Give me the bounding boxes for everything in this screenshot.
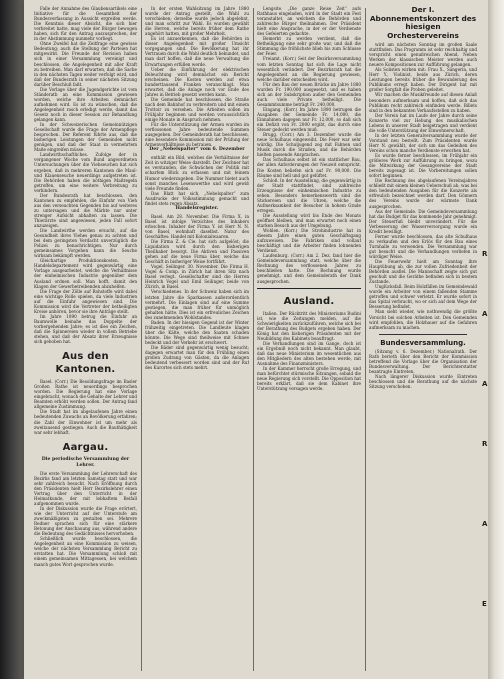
- article-paragraph: Die Stadt hat im abgelaufenen Jahre einen bedeutenden Zuwachs an Bevölkerung erfahren; die Zahl der Einwohner ist um mehr als zweitausend gestiegen. Auch die Bauthätigkeit war sehr lebhaft.: [34, 409, 137, 435]
- article-paragraph: In der ersten Wahlsitzung im Jahre 1880 wurde der Antrag gestellt, die Wahl zu verschieben; derselbe wurde jedoch abgelehnt, und man schritt zur Wahl. Es wurden gewählt die Herren, welche bereits früher dem Rathe angehört hatten, mit großer Mehrheit.: [145, 6, 249, 37]
- article-subheading: Die periodische Versammlung der Lehrer.: [41, 456, 130, 468]
- article-paragraph: Der Verein hat im Laufe der Jahre durch seine Konzerte viel zur Hebung des musikalischen Lebens in unserer Stadt beigetragen und verdient die volle Unterstützung der Einwohnerschaft.: [369, 112, 477, 133]
- article-paragraph: Schließlich wurde beschlossen, die Angelegenheit an eine Kommission zu weisen, welche der nächsten Versammlung Bericht zu erstatten hat. Die Versammlung schloß mit einem gemeinsamen Mittagessen, bei welchem manch gutes Wort gesprochen wurde.: [34, 536, 137, 567]
- column-4: [369, 6, 477, 671]
- article-subheading: Der „Nebelspalter“ vom 6. Dezember: [149, 147, 245, 153]
- article-paragraph: Das Blatt hat sich, „Nebelspalter“ zum Ausdrucke der Volksstimmung gemacht und findet stets regen Absatz.: [145, 190, 249, 206]
- article-paragraph: Die Vorlage über die Jugendgerichte ist vom Ständerath an eine Kommission gewiesen worden, welche ihre Arbeiten demnächst aufnehmen wird. Es ist zu wünschen, daß die Angelegenheit rasch erledigt werde, damit das Gesetz noch in dieser Session zur Behandlung gelangen kann.: [34, 86, 137, 123]
- article-paragraph: In der Kammer herrscht große Erregung, und man befürchtet stürmische Sitzungen, sobald die neue Regierung sich vorstellt. Die Opposition hat bereits erklärt, daß sie dem Kabinet ihre Unterstützung versagen werde.: [257, 366, 361, 392]
- article-paragraph: Es ist anzuerkennen, daß die Behörden in dieser Angelegenheit mit großer Umsicht vorgegangen sind. Die Bevölkerung hat ihr Vertrauen durch die Wahl deutlich bekundet, und man darf hoffen, daß die neue Verwaltung die Erwartungen erfüllen werde.: [145, 36, 249, 67]
- article-paragraph: Die Landwirthe werden ersucht, auf die Gesundheit ihres Viehes genau zu achten und bei dem geringsten Verdacht unverzüglich die Polizei zu benachrichtigen. Nur durch gemeinsames Vorgehen kann die Seuche wirksam bekämpft werden.: [34, 228, 137, 259]
- section-divider: [379, 334, 467, 335]
- article-paragraph: Das Schulhaus selbst ist ein stattlicher Bau, der allen Anforderungen der Neuzeit entspricht. Die Kosten beliefen sich auf Fr. 90,000. Die Räume sind hell und gut gelüftet.: [257, 157, 361, 178]
- article-paragraph: Schloß. In der Ausstellung, die gegenwärtig in der Stadt stattfindet, sind zahlreiche Erzeugnisse der einheimischen Industrie zu sehen. Besonders bemerkenswerth sind die Stickereien und die Uhren, welche die Aufmerksamkeit der Besucher in hohem Grade erregen.: [257, 177, 361, 213]
- article-paragraph: Freiamt. (Korr.) Seit der Bezirksversammlung vom letzten Sonntag hat sich die Lage nicht wesentlich verändert. Der Bezirksrath hat die Angelegenheit an die Regierung gewiesen, welche darüber entscheiden wird.: [257, 56, 361, 82]
- column-1: [34, 6, 137, 671]
- article-paragraph: Baden. In der hiesigen Gegend ist der Winter frühzeitig eingetreten. Die Landleute klagen über die Kälte, welche den Saaten schaden könnte. Die Wege sind theilweise mit Schnee bedeckt und der Verkehr ist erschwert.: [145, 319, 249, 345]
- article-paragraph: Die erste Versammlung der Lehrerschaft des Bezirks fand am letzten Samstag statt und war sehr zahlreich besucht. Nach Eröffnung durch den Präsidenten hielt Herr Bezirkslehrer einen Vortrag über den Unterricht in der Heimatkunde, der mit lebhaftem Beifall aufgenommen wurde.: [34, 470, 137, 506]
- article-paragraph: Die Verhandlungen sind im Gange, doch ist ein Ergebniß noch nicht bekannt. Man glaubt, daß das neue Ministerium im wesentlichen aus den Mitgliedern des alten bestehen werde, mit Ausnahme des Finanzministers.: [257, 340, 361, 367]
- article-paragraph: Als Solisten wirken mit: Frau X., Sängerin, und Herr Y., Violinist, beide aus Zürich, deren Leistungen bereits früher die Bewunderung des Publikums erregt haben. Der Dirigent hat mit großer Sorgfalt die Proben geleitet.: [369, 67, 477, 93]
- article-paragraph: Im Jahre 1890 betrug die Einfuhr an Baumwolle beinahe das Doppelte der vorhergehenden Jahre; es ist dies ein Zeichen, daß die Spinnereien wieder in vollem Betriebe stehen, und daß der Absatz ihrer Erzeugnisse sich gehoben hat.: [34, 313, 137, 345]
- article-paragraph: Falle der Annahme des Glaubensartikels eine Initiative für die Gesamtheit der Bundesverfassung in Aussicht ergreifen werde. Die Kenntnis dieser Absicht, die sich hier verbreitet hatte, mag viele der Bürger bewogen haben, sich für den Antrag auszusprechen, der in der Abstimmung nunmehr vorliegt.: [34, 6, 137, 42]
- article-paragraph: Die Firma Z. & Cie. hat sich aufgelöst; die Liquidation wird durch den bisherigen Theilhaber besorgt. Die Aktiven und Passiven gehen auf die neue Firma über, welche das Geschäft in bisheriger Weise fortführt.: [145, 239, 249, 265]
- article-paragraph: Landwirthschaftliches. Zufolge der in vergangener Woche vom Bund angeordneten Untersuchungen über die Viehseuchen hat sich ergeben, daß in mehreren Kantonen die Maul- und Klauenseuche neuerdings aufgetreten ist. Die Behörden haben die nöthigen Maßregeln getroffen, um eine weitere Verbreitung zu verhindern.: [34, 152, 137, 193]
- column-3: [257, 6, 361, 671]
- section-heading: Ausland.: [283, 295, 335, 307]
- edge-letter: R: [482, 440, 488, 448]
- column-rule: [141, 8, 142, 671]
- column-2: [145, 6, 249, 671]
- heading-line: Der I. Abonnementskonzert des hiesigen: [369, 6, 477, 31]
- article-paragraph: wird am nächsten Sonntag im großen Saale stattfinden. Das Programm ist sehr reichhaltig und verspricht einen genußreichen Abend. Neben Werken der klassischen Meister werden auch neuere Kompositionen zur Aufführung gelangen.: [369, 42, 477, 68]
- article-paragraph: Ferner wurde beschlossen, das alte Schulhaus zu verkaufen und den Erlös für den Bau eines Turnhalle zu verwenden. Die Versammlung war gut besucht und die Verhandlungen verliefen in würdiger Weise.: [369, 233, 477, 259]
- book-spine-shadow: [0, 0, 26, 679]
- newspaper-page: [24, 0, 488, 679]
- article-paragraph: Unglücksfall. Beim Holzfällen im Gemeindewald wurde ein Arbeiter von einem fallenden Stamme getroffen und schwer verletzt. Er wurde sofort in das Spital verbracht, wo er sich auf dem Wege der Besserung befindet.: [369, 284, 477, 310]
- section-heading: Aargau.: [62, 441, 109, 453]
- heading-line: Orchestervereins: [387, 30, 459, 40]
- column-rule: [253, 8, 254, 671]
- section-divider: [257, 288, 361, 289]
- article-paragraph: Die Bäder sind gegenwärtig wenig besucht; dagegen erwartet man für den Frühling einen großen Zudrang von Gästen, da die Anlagen bedeutend verbessert worden sind und der Ruf des Kurortes sich stets mehrt.: [145, 345, 249, 371]
- edge-letter: A: [482, 310, 488, 318]
- article-paragraph: Italien. Der Rücktritt des Ministeriums Rudini ist, wie die Zeitungen melden, auf die Schwierigkeiten zurückzuführen, welche sich bei der Berathung des Budgets ergeben haben. Der König hat den bisherigen Präsidenten mit der Neubildung des Kabinets beauftragt.: [257, 310, 361, 341]
- section-heading: Bundesversammlung.: [380, 338, 466, 347]
- article-paragraph: Die Ausstellung wird bis Ende des Monats geöffnet bleiben, und man erwartet noch einen starken Besuch aus der Umgebung.: [257, 212, 361, 229]
- article-paragraph: Vogel, Seilinger. 30. November. Die Firma H. Vogel & Comp. in Zürich hat ihren Sitz nach Basel verlegt. Gesellschafter sind die Herren Heinrich Vogel und Emil Seilinger, beide von Zürich, in Basel.: [145, 264, 249, 290]
- column-4-heading: [369, 6, 477, 40]
- article-paragraph: In der Schweizerischen Gemeinnützigen Gesellschaft wurde die Frage der Armenpflege besprochen. Der Referent führte aus, daß die bisherigen Leistungen der Gemeinden nicht genügen, und daß der Staat in vermehrtem Maße eingreifen müsse.: [34, 122, 137, 153]
- article-paragraph: Wohlen. (Korr.) Die Strohindustrie hat in diesem Jahre einen guten Geschäftsgang aufzuweisen. Die Fabriken sind vollauf beschäftigt und die Arbeiter finden lohnenden Verdienst.: [257, 228, 361, 254]
- edge-letter: A: [482, 380, 488, 388]
- article-paragraph: In der Diskussion wurde die Frage erörtert, wie der Unterricht auf der Unterstufe am zweckmäßigsten zu gestalten sei. Mehrere Redner sprachen sich für eine stärkere Betonung der Anschauung aus, während andere die Bedeutung des Gedächtnisses hervorhoben.: [34, 505, 137, 537]
- article-paragraph: Bemerkt zu werden verdient, daß die Betheiligung eine sehr große war, und daß die Stimmung die fröhlichste blieb bis zum Schlusse der Feier.: [257, 36, 361, 57]
- edge-letter: A: [482, 520, 488, 528]
- edge-letter: E: [482, 600, 487, 608]
- column-rule: [365, 8, 366, 671]
- article-paragraph: Aus der Gemeinde. Die Gemeindeversammlung hat das Budget für das kommende Jahr genehmigt. Der Steuerfuß bleibt unverändert. Für die Verbesserung der Wasserversorgung wurde ein Kredit bewilligt.: [369, 208, 477, 234]
- article-paragraph: Die Gemeinde hat beschlossen, die Straße nach dem Bahnhof zu verbreitern und mit einem Trottoir zu versehen. Die Arbeiten sollen im Frühjahr beginnen und werden voraussichtlich einige Monate in Anspruch nehmen.: [145, 96, 249, 123]
- article-paragraph: Gleichartige Produktionskosten. Im Handelsdepartement wird gegenwärtig eine Vorlage ausgearbeitet, welche die Verhältnisse der einheimischen Industrie gegenüber dem Ausland ordnen soll. Man hofft, damit den Klagen der Gewerbetreibenden abzuhelfen.: [34, 258, 137, 289]
- article-paragraph: Verschiedenes. In der Schweiz haben sich im letzten Jahre die Sparkassen außerordentlich vermehrt. Die Einlagen sind auf eine Summe gestiegen, die man früher für unmöglich gehalten hätte. Dies ist ein erfreuliches Zeichen des zunehmenden Wohlstandes.: [145, 289, 249, 320]
- article-paragraph: Die Rechnung des abgelaufenen Vereinsjahres schließt mit einem kleinen Ueberschuß ab, was bei den bedeutenden Ausgaben für die Konzerte als erfreulich bezeichnet werden darf. Den Gönnern des Vereins wurde der wärmste Dank ausgesprochen.: [369, 178, 477, 209]
- section-heading: Aus den Kantonen.: [55, 351, 116, 376]
- article-paragraph: enthält ein Bild, welches die Verhältnisse der Zeit in witziger Weise darstellt. Der Zeichner hat es verstanden, die Schwächen der Politik mit scharfem Blick zu erfassen und mit feinem Humor wiederzugeben. Die Nummer bietet auch sonst manches Lesenswerthe und wird gewiß viele Freunde finden.: [145, 155, 249, 191]
- article-paragraph: Lengsite. „Die ganze Reise Zeit“ aufs Rathhaus eingeladen, wird in der Stadt ein Fest veranstaltet, an welchem die Behörden und zahlreiche Bürger theilnahmen. Der Präsident hielt eine Ansprache, in der er der Verdienste des Gefeierten gedachte.: [257, 6, 361, 37]
- article-paragraph: Ueber die Einführung der elektrischen Beleuchtung wird demnächst ein Bericht erscheinen. Die Kosten werden auf etwa hunderttausend Franken veranschlagt. Man erwartet, daß die Anlage noch vor Ende des Jahres in Betrieb gesetzt werden kann.: [145, 66, 249, 97]
- article-paragraph: Brugg. (Corr.) Am 3. Dezember wurde die neue Schulhaus eingeweiht. Die Feier war sehr würdig. Die Schuljugend zog mit Fahnen und Musik durch die Straßen, und die Behörden hielten passende Ansprachen.: [257, 132, 361, 158]
- article-paragraph: Für den Bau der neuen Brücke im Jahre 1880 wurden Fr. 190,000 ausgesetzt, und es haben sich an der Subskription außer den Gemeinden auch viele Private betheiligt. Die Gesammtsumme beträgt Fr. 240,000.: [257, 81, 361, 107]
- article-paragraph: Eingang. (Korr.) Im Jahre 1890 betrugen die Ausgaben der Gemeinde Fr. 14,000, die Einnahmen dagegen nur Fr. 12,000, so daß sich ein Defizit von Fr. 2000 ergibt, das durch eine Steuer gedeckt werden muß.: [257, 106, 361, 133]
- article-paragraph: Ohne Zweifel hat die Zeitfrage eine gewisse Bedeutung; auch die Stellung der Parteien hat mitgewirkt. Die Freunde der Revision haben sich in einer Versammlung vereinigt und beschlossen, die Angelegenheit mit aller Kraft zu betreiben. Man darf erwarten, daß die Sache in den nächsten Tagen weiter verfolgt wird, und daß der Bundesrath in seiner nächsten Sitzung darüber Beschluß faßt.: [34, 41, 137, 87]
- article-paragraph: Die Feuerwehr hielt am Sonntag ihre Hauptübung ab, die zur vollen Zufriedenheit der Behörden ausfiel. Die Mannschaft zeigte sich gut geschult und die Geräthe befinden sich in bestem Zustande.: [369, 259, 477, 285]
- article-paragraph: Nach längerer Diskussion wurde Eintreten beschlossen und die Berathung auf die nächste Sitzung verschoben.: [369, 373, 477, 389]
- article-paragraph: Der Bundesrath hat beschlossen, den Kantonen zu empfehlen, die Einfuhr von Vieh aus den verseuchten Gegenden bis auf weiteres zu untersagen und die Märkte nur unter strenger Aufsicht abhalten zu lassen. Die Thierärzte sind angewiesen, jeden Fall sofort anzuzeigen.: [34, 192, 137, 229]
- article-subheading: Handelsregister.: [175, 205, 219, 211]
- article-paragraph: Basel. Am 28. November. Die Firma X. in Basel ist infolge Verzichtes des Inhabers erloschen. Inhaber der Firma Y. ist Herr N. N. von Basel, wohnhaft daselbst. Natur des Geschäftes: Handel mit Kolonialwaaren.: [145, 213, 249, 239]
- article-paragraph: (Sitzung v. 6. Dezember.) Nationalrath. Der Rath berieth über den Bericht der Kommission betreffend die Vorlage über die Organisation der Bundesverwaltung. Der Berichterstatter beantragte Eintreten.: [369, 348, 477, 374]
- article-paragraph: Die Frage der Zölle auf Rohstoffe wird dabei eine wichtige Rolle spielen, da viele Industrien auf die Einfuhr angewiesen sind. Die Kommission wird die Vertreter der betheiligten Kreise anhören, bevor sie ihre Anträge stellt.: [34, 288, 137, 314]
- page-edge: [488, 0, 504, 679]
- edge-letter: R: [482, 250, 488, 258]
- article-paragraph: Man sieht wieder, wie nothwendig die größte Vorsicht bei solchen Arbeiten ist. Den Gemeinden wird empfohlen, die Holzhauer auf die Gefahren aufmerksam zu machen.: [369, 309, 477, 330]
- article-paragraph: In der letzten Generalversammlung wurde der Vorstand neu bestellt. Zum Präsidenten wurde Herr N. gewählt, der sich um das Gedeihen des Vereins schon manche Verdienste erworben hat.: [369, 132, 477, 153]
- article-paragraph: Wir machen die Musikfreunde auf diesen Anlaß besonders aufmerksam und hoffen, daß sich das Publikum recht zahlreich einfinden werde. Billets sind in den bekannten Verkaufsstellen zu haben.: [369, 92, 477, 113]
- article-paragraph: Laufenburg. (Corr.) Am 2. Dez. fand hier die Gemeindeversammlung statt, welche über die Rechnung des verflossenen Jahres zu beschließen hatte. Die Rechnung wurde genehmigt, und dem Gemeinderath der Dank ausgesprochen.: [257, 253, 361, 284]
- article-paragraph: Es wurde ferner beschlossen, im Frühjahr ein größeres Werk zur Aufführung zu bringen, wozu die Mitwirkung der Gesangvereine der Stadt bereits zugesagt ist. Die Vorbereitungen sollen sofort beginnen.: [369, 153, 477, 179]
- article-paragraph: Für die Unterstützung der Armen wurden im verflossenen Jahre bedeutende Summen ausgegeben. Der Gemeinderath hat beschlossen, eine besondere Kommission mit der Prüfung der Armenverhältnisse zu betrauen.: [145, 122, 249, 148]
- article-paragraph: Basel. (Corr.) Die Besoldungsfrage im Basler Großen Rathe ist neuerdings besprochen worden. Die Regierung hat eine Vorlage eingebracht, wonach die Gehalte der Lehrer und Beamten erhöht werden sollen. Der Antrag fand allgemeine Zustimmung.: [34, 379, 137, 410]
